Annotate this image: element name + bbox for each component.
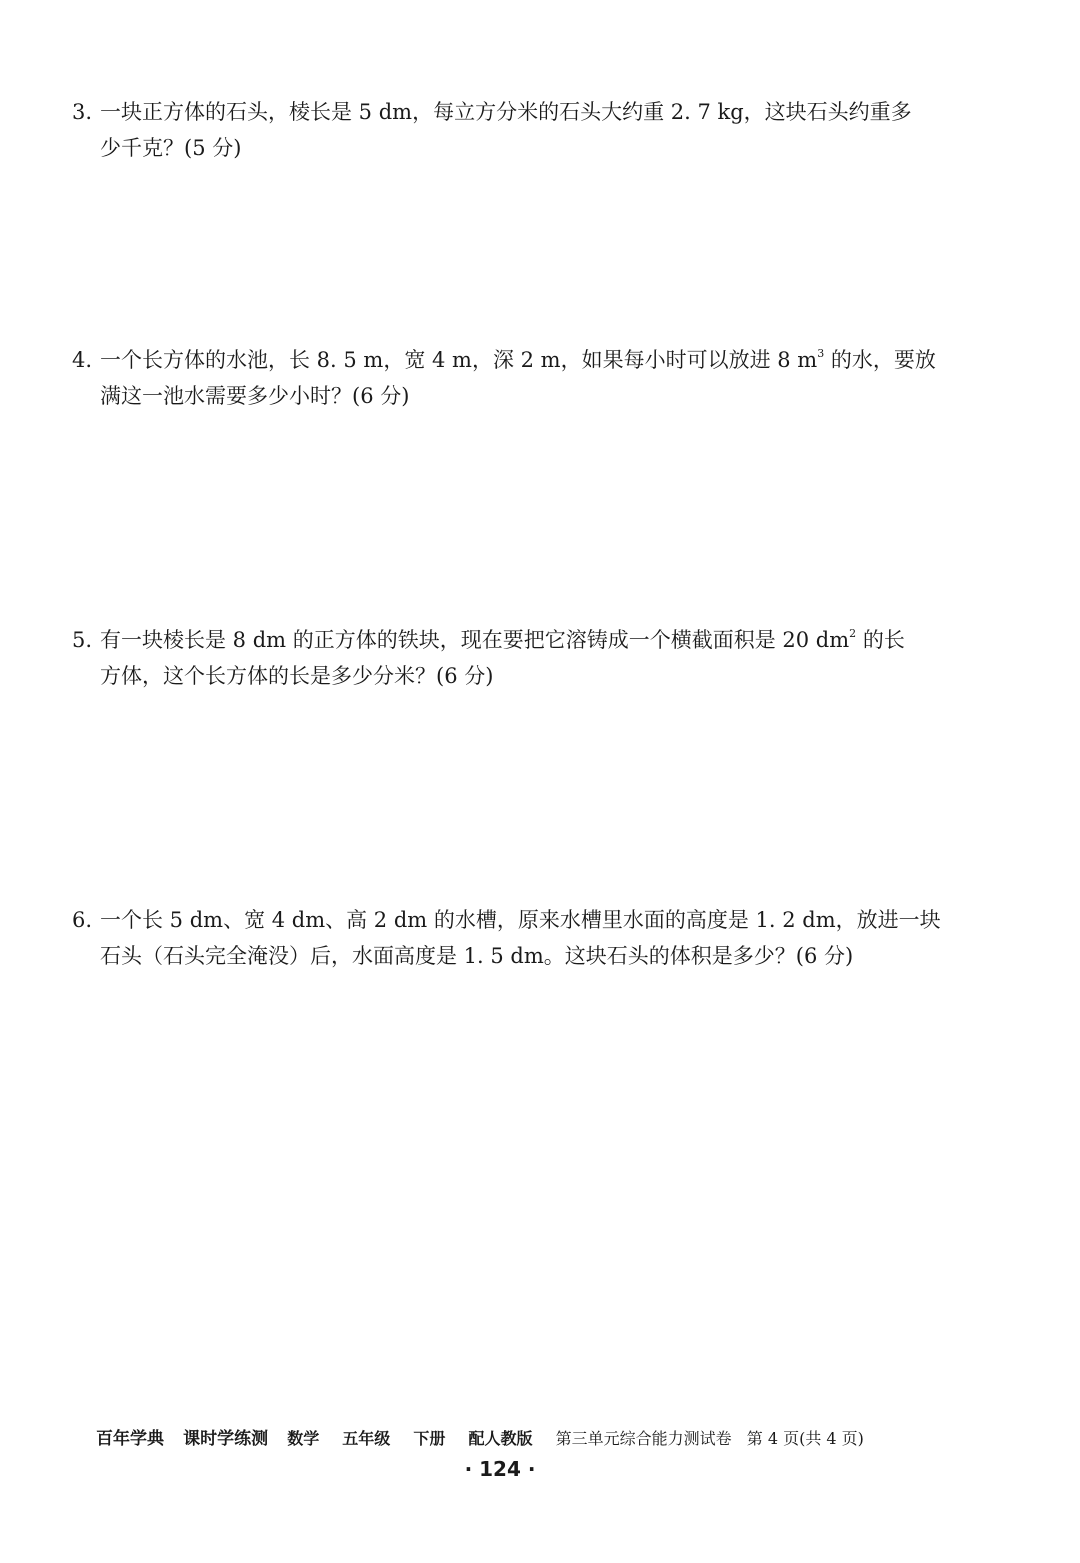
page-info: 第 4 页(共 4 页): [746, 1429, 864, 1448]
question-6-line-2: 石头（石头完全淹没）后，水面高度是 1. 5 dm。这块石头的体积是多少？(6 分): [100, 944, 854, 968]
brand-name: 百年学典: [96, 1429, 164, 1449]
question-number: 3.: [72, 100, 93, 124]
question-5-line-1: [72, 622, 932, 658]
page-footer: [96, 1427, 874, 1451]
question-text: 的长: [856, 628, 905, 652]
question-number: 5.: [72, 628, 93, 652]
question-text: 一个长 5 dm、宽 4 dm、高 2 dm 的水槽，原来水槽里水面的高度是 1. 2 dm，放进一块: [100, 908, 941, 932]
question-number: 4.: [72, 348, 93, 372]
page-number: · 124 ·: [464, 1457, 536, 1481]
superscript: 2: [849, 627, 857, 640]
question-3-line-1: [72, 94, 932, 130]
series-name: 课时学练测: [183, 1429, 269, 1449]
question-number: 6.: [72, 908, 93, 932]
superscript: 3: [817, 347, 825, 360]
subject-label: 数学: [287, 1429, 320, 1448]
question-4: [72, 342, 936, 414]
grade-label: 五年级: [342, 1429, 391, 1448]
question-5: [72, 622, 932, 694]
question-text: 一个长方体的水池，长 8. 5 m，宽 4 m，深 2 m，如果每小时可以放进 8 m: [100, 348, 818, 372]
question-text: 一块正方体的石头，棱长是 5 dm，每立方分米的石头大约重 2. 7 kg，这块石头约重多: [100, 100, 912, 124]
question-3: [72, 94, 932, 166]
question-6-line-1: [72, 902, 941, 938]
question-5-line-2: 方体，这个长方体的长是多少分米？(6 分): [100, 664, 494, 688]
question-3-line-2: 少千克？(5 分): [100, 136, 242, 160]
question-text: 的水，要放: [824, 348, 936, 372]
question-4-line-1: [72, 342, 936, 378]
edition-label: 配人教版: [468, 1429, 533, 1448]
question-6: [72, 902, 941, 974]
question-text: 有一块棱长是 8 dm 的正方体的铁块，现在要把它溶铸成一个横截面积是 20 dm: [100, 628, 850, 652]
question-4-line-2: 满这一池水需要多少小时？(6 分): [100, 384, 410, 408]
volume-label: 下册: [413, 1429, 446, 1448]
test-title: 第三单元综合能力测试卷: [555, 1429, 732, 1448]
